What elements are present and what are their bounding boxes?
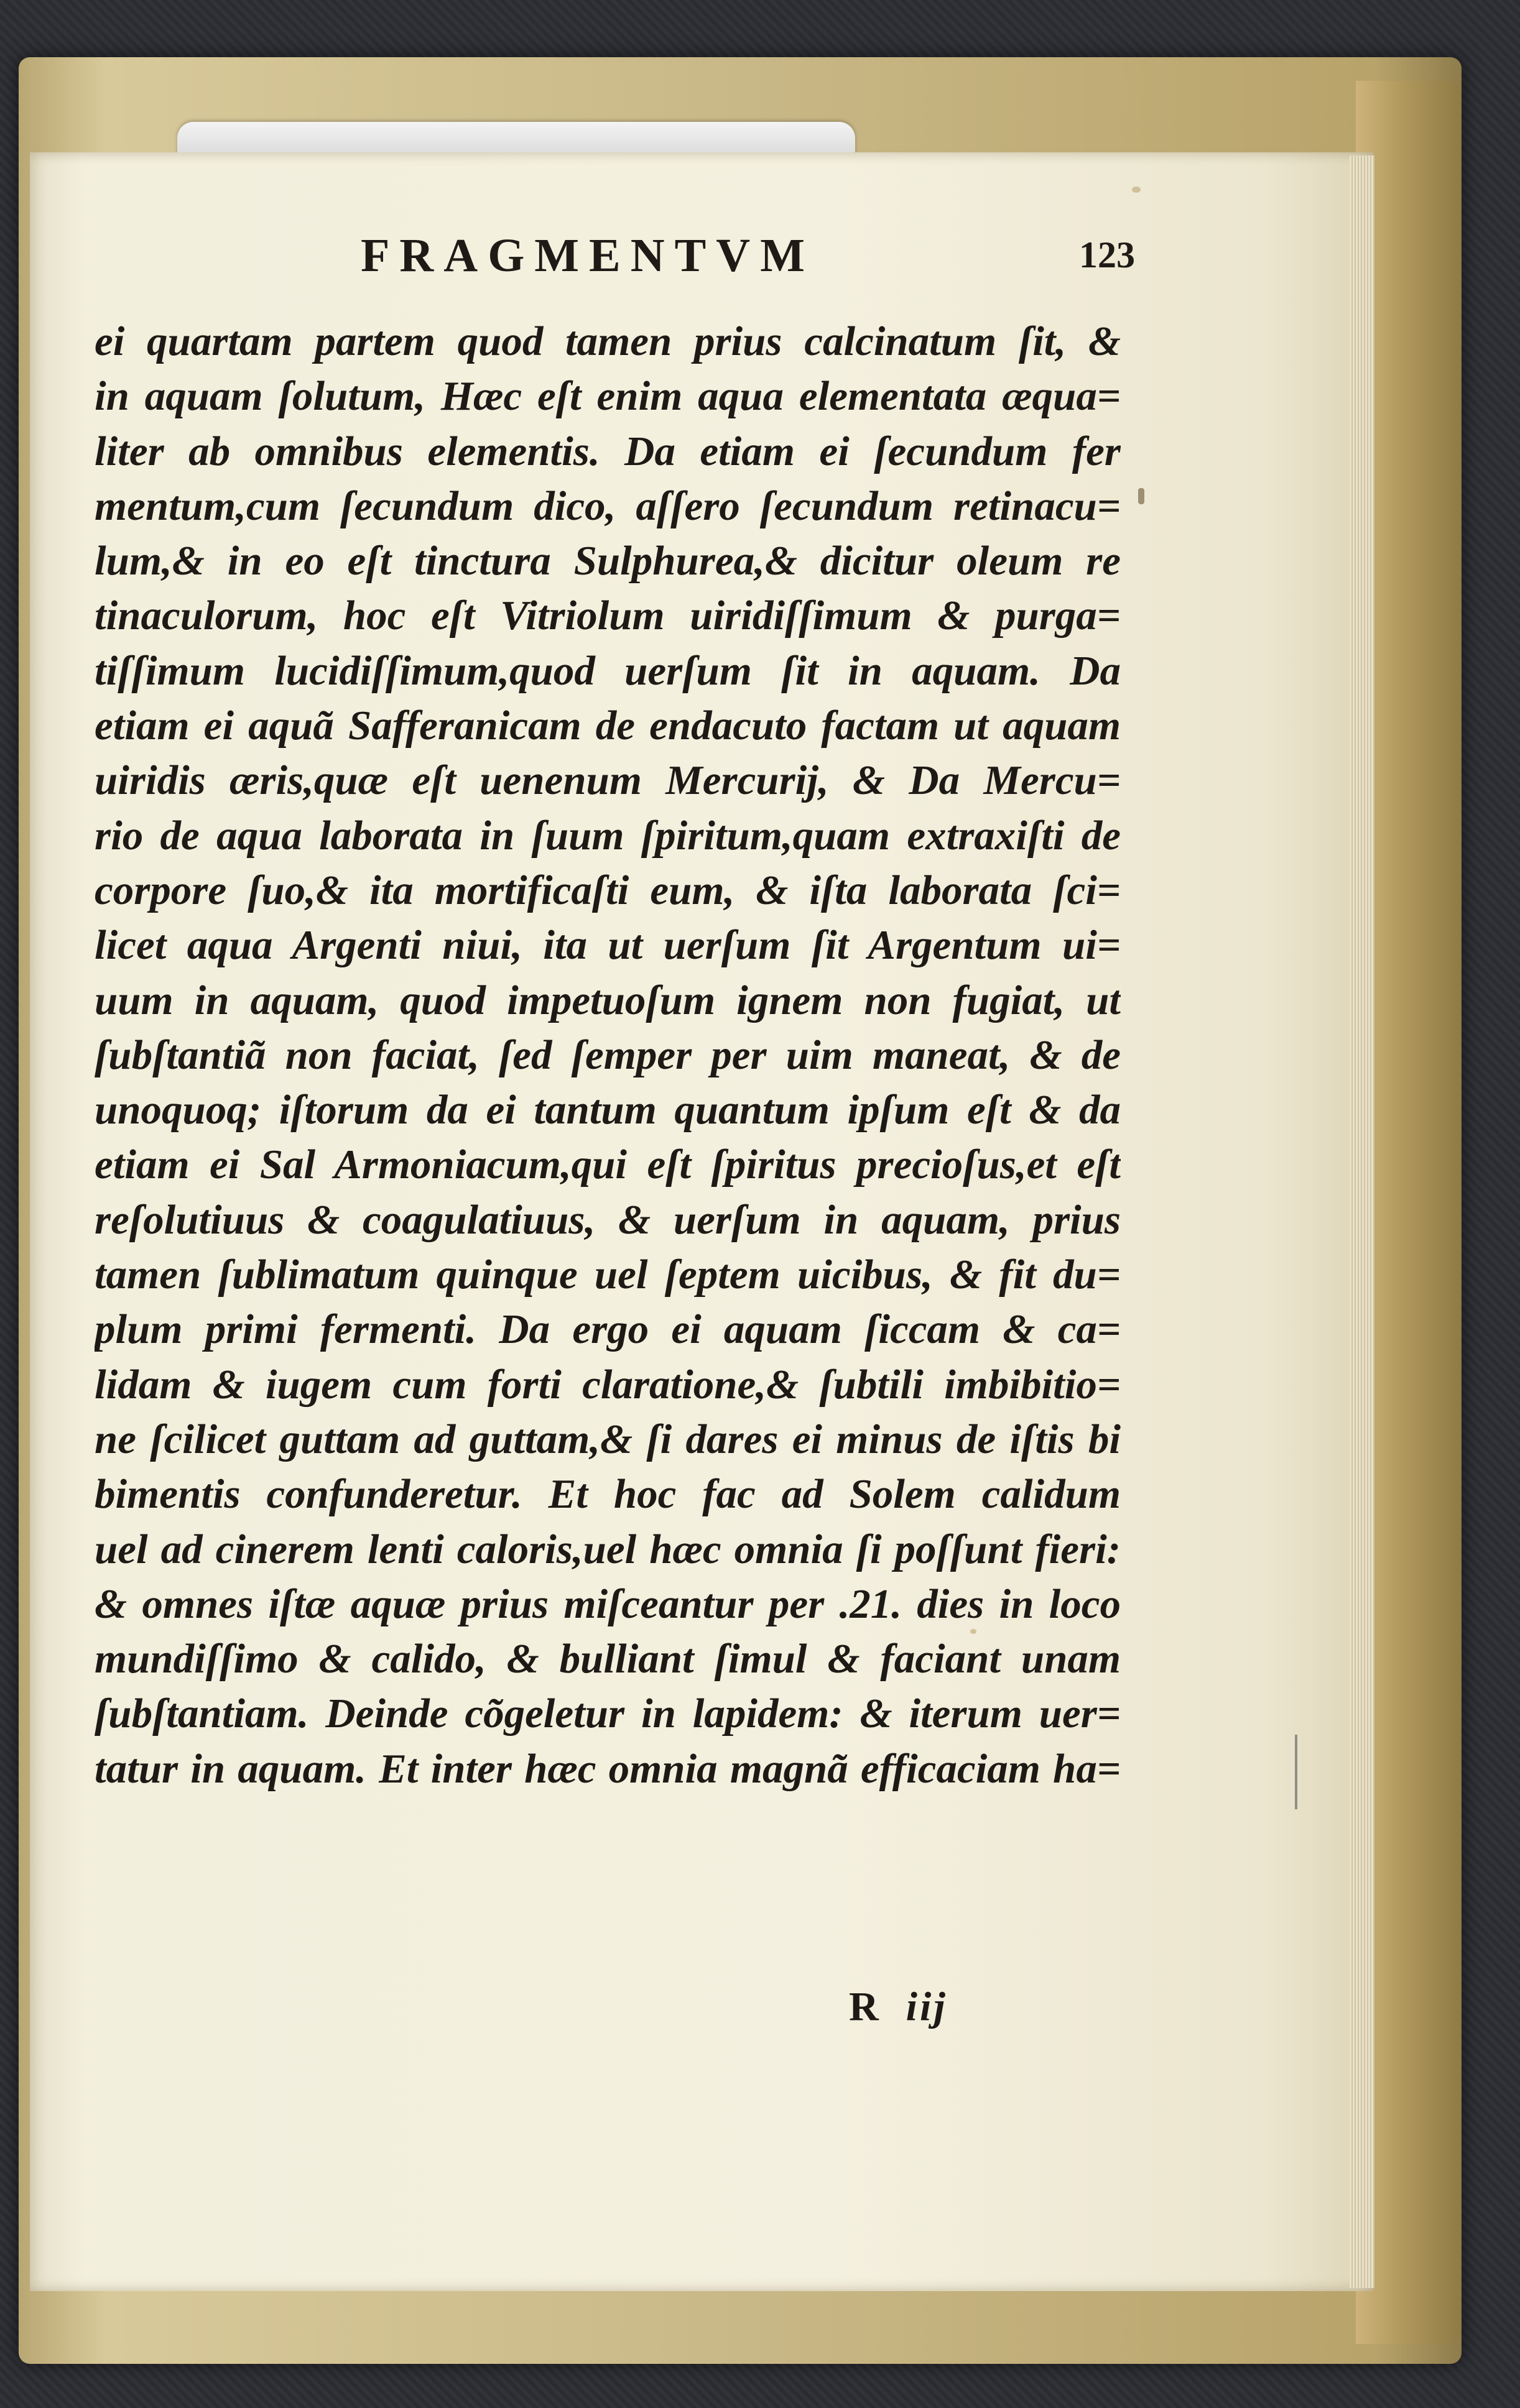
- text-line: & omnes iſtæ aquæ prius miſceantur per .21. dies in loco: [95, 1580, 1121, 1627]
- text-line: ei quartam partem quod tamen prius calcinatum ſit, &: [95, 318, 1121, 364]
- text-line: lum,& in eo eſt tinctura Sulphurea,& dicitur oleum re: [95, 538, 1121, 584]
- text-line: lidam & iugem cum forti claratione,& ſubtili imbibitio=: [95, 1361, 1121, 1408]
- text-line: licet aqua Argenti niui, ita ut uerſum ſit Argentum ui=: [95, 922, 1121, 969]
- text-line: uum in aquam, quod impetuoſum ignem non fugiat, ut: [95, 977, 1121, 1023]
- text-line: tatur in aquam. Et inter hæc omnia magnã efficaciam ha=: [95, 1745, 1121, 1792]
- body-text: [95, 314, 1121, 1796]
- page-header: [0, 229, 1520, 291]
- text-line: ne ſcilicet guttam ad guttam,& ſi dares ei minus de iſtis bi: [95, 1416, 1121, 1462]
- text-line: reſolutiuus & coagulatiuus, & uerſum in aquam, prius: [95, 1196, 1121, 1243]
- text-line: etiam ei aquã Safferanicam de endacuto factam ut aquam: [95, 703, 1121, 749]
- text-line: corpore ſuo,& ita mortificaſti eum, & iſta laborata ſci=: [95, 867, 1121, 913]
- foxing-spot: [1132, 187, 1141, 193]
- text-line: tinaculorum, hoc eſt Vitriolum uiridiſſimum & purga=: [95, 593, 1121, 639]
- signature-mark: [849, 1983, 948, 2031]
- text-line: ſubſtantiã non faciat, ſed ſemper per uim maneat, & de: [95, 1031, 1121, 1078]
- text-line: uel ad cinerem lenti caloris,uel hæc omnia ſi poſſunt fieri:: [95, 1526, 1121, 1572]
- text-line: ſubſtantiam. Deinde cõgeletur in lapidem: & iterum uer=: [95, 1691, 1121, 1737]
- text-line: bimentis confunderetur. Et hoc fac ad Solem calidum: [95, 1471, 1121, 1518]
- running-title: FRAGMENTVM: [361, 229, 815, 282]
- text-line: unoquoq; iſtorum da ei tantum quantum ipſum eſt & da: [95, 1087, 1121, 1133]
- text-line: tiſſimum lucidiſſimum,quod uerſum ſit in aquam. Da: [95, 647, 1121, 694]
- signature-number: iij: [906, 1984, 948, 2029]
- margin-pencil-mark: [1295, 1735, 1297, 1809]
- text-line: etiam ei Sal Armoniacum,qui eſt ſpiritus precioſus,et eſt: [95, 1142, 1121, 1188]
- text-line: rio de aqua laborata in ſuum ſpiritum,quam extraxiſti de: [95, 812, 1121, 859]
- text-line: plum primi fermenti. Da ergo ei aquam ſiccam & ca=: [95, 1306, 1121, 1353]
- page-number: 123: [1079, 234, 1135, 275]
- text-line: mentum,cum ſecundum dico, aſſero ſecundum retinacu=: [95, 482, 1121, 529]
- page-edges: [1350, 155, 1374, 2288]
- text-line: uiridis æris,quæ eſt uenenum Mercurij, & Da Mercu=: [95, 757, 1121, 804]
- margin-stain: [1138, 488, 1144, 504]
- text-line: tamen ſublimatum quinque uel ſeptem uicibus, & fit du=: [95, 1252, 1121, 1298]
- text-line: mundiſſimo & calido, & bulliant ſimul & faciant unam: [95, 1636, 1121, 1682]
- text-line: liter ab omnibus elementis. Da etiam ei ſecundum fer: [95, 428, 1121, 474]
- text-line: in aquam ſolutum, Hæc eſt enim aqua elementata æqua=: [95, 373, 1121, 420]
- signature-letter: R: [849, 1984, 881, 2029]
